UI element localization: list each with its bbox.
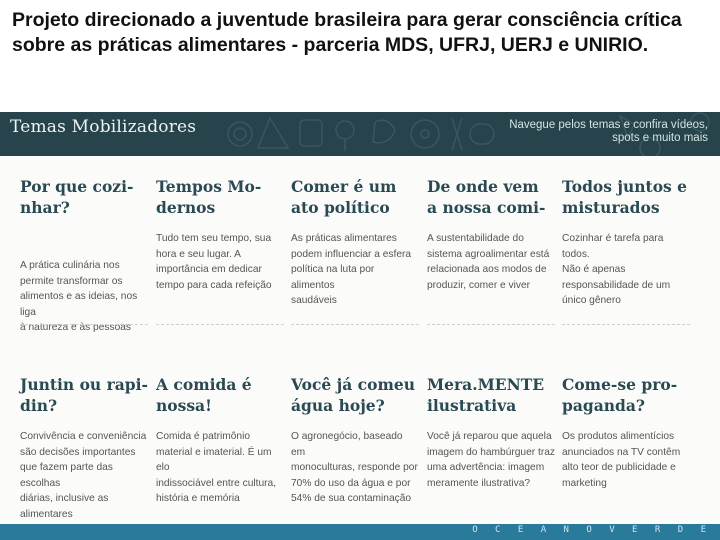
card-separator [562,324,690,325]
theme-card-description: O agronegócio, baseado em monoculturas, responde por 70% do uso da água e por 54% de sua contaminação [291,431,418,504]
theme-card-description: A sustentabilidade do sistema agroalimentar está relacionada aos modos de produzir, comer e viver [427,233,550,291]
banner-subtitle: Navegue pelos temas e confira vídeos, spots e muito mais [509,119,708,144]
card-separator [156,324,284,325]
themes-banner [0,112,720,156]
theme-card-title: Todos juntos e misturados [562,177,688,217]
theme-card-description: Convivência e conveniência são decisões importantes que fazem parte das escolhas diárias, inclusive as alimentares [20,431,147,520]
theme-card-description: A prática culinária nos permite transformar os alimentos e as ideias, nos liga à natureza e às pessoas [20,260,138,333]
theme-card-description: Você já reparou que aquela imagem do hambúrguer traz uma advertência: imagem meramente ilustrativa? [427,431,555,489]
theme-card-description: Tudo tem seu tempo, sua hora e seu lugar. A importância em dedicar tempo para cada refeição [156,233,272,291]
theme-card[interactable] [156,374,284,504]
theme-card-title: Você já comeu água hoje? [291,375,415,415]
theme-card[interactable] [562,176,690,306]
card-separator [291,324,419,325]
theme-card-title: Come-se pro- paganda? [562,375,678,415]
theme-card-title: Por que cozi- nhar? [20,177,134,217]
theme-card-title: Mera.MENTE ilustrativa [427,375,545,415]
theme-card[interactable] [20,374,148,520]
slide-heading: Projeto direcionado a juventude brasileira para gerar consciência crítica sobre as práticas alimentares - parceria MDS, UFRJ, UERJ e UNIRIO. [12,9,682,56]
theme-card-title: A comida é nossa! [156,375,252,415]
footer-strip [0,524,720,540]
theme-card-title: Comer é um ato político [291,177,397,217]
theme-card-description: Os produtos alimentícios anunciados na TV contêm alto teor de publicidade e marketing [562,431,681,489]
theme-card[interactable] [427,374,555,489]
card-separator [20,324,148,325]
theme-card[interactable] [291,374,419,504]
theme-card-title: Tempos Mo- dernos [156,177,262,217]
theme-card[interactable] [291,176,419,306]
theme-card[interactable] [156,176,284,291]
footer-brand-mark: O C E A N O V E R D E [472,525,712,535]
theme-card-title: De onde vem a nossa comi- [427,177,546,217]
theme-card-description: Comida é patrimônio material e imaterial. É um elo indissociável entre cultura, história e memória [156,431,277,504]
theme-card-description: Cozinhar é tarefa para todos. Não é apenas responsabilidade de um único gênero [562,233,671,306]
theme-card[interactable] [562,374,690,489]
theme-card-description: As práticas alimentares podem influenciar a esfera política na luta por alimentos saudáveis [291,233,412,306]
theme-card[interactable] [427,176,555,291]
theme-card[interactable] [20,176,148,333]
card-separator [427,324,555,325]
banner-title: Temas Mobilizadores [10,117,197,137]
theme-card-title: Juntin ou rapi- din? [20,375,148,415]
